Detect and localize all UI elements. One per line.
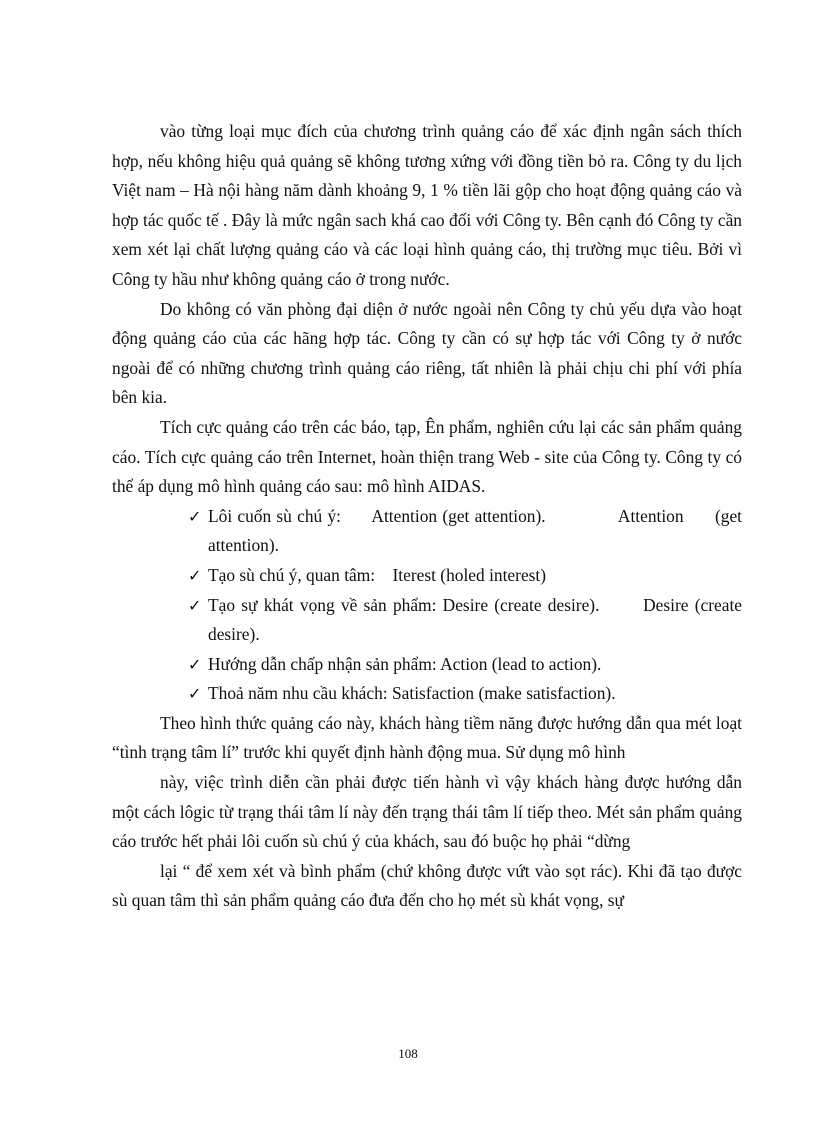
list-item: [188, 650, 742, 680]
checkmark-icon: ✓: [188, 506, 202, 526]
checkmark-icon: ✓: [188, 684, 202, 704]
list-item-text: Tạo sự khát vọng về sản phẩm: Desire (create desire). Desire (create desire).: [208, 594, 747, 645]
page-number: 108: [398, 1046, 418, 1061]
list-item-text: Lôi cuốn sù chú ý: Attention (get attention). Attention (get attention).: [208, 505, 747, 556]
list-item-text: Hướng dẫn chấp nhận sản phẩm: Action (lead to action).: [208, 653, 602, 674]
body-text: [112, 117, 747, 916]
list-item: [188, 591, 747, 650]
aidas-checklist: [112, 502, 747, 709]
paragraph-aidas-explain: Theo hình thức quảng cáo này, khách hàng tiềm năng được hướng dẫn qua mét loạt “tình trạng tâm lí” trước khi quyết định hành động mua. Sử dụng mô hình: [112, 712, 742, 763]
list-item: [188, 561, 742, 591]
checkmark-icon: ✓: [188, 565, 202, 585]
list-item-text: Tạo sù chú ý, quan tâm: Iterest (holed interest): [208, 564, 547, 585]
list-item: [188, 679, 742, 709]
paragraph-aidas-end: lại “ để xem xét và bình phẩm (chứ không được vứt vào sọt rác). Khi đã tạo được sù quan tâm thì sản phẩm quảng cáo đưa đến cho họ mét sù khát vọng, sự: [112, 860, 742, 911]
paragraph-partners: Do không có văn phòng đại diện ở nước ngoài nên Công ty chủ yếu dựa vào hoạt động quảng cáo của các hãng hợp tác. Công ty cần có sự hợp tác với Công ty ở nước ngoài để có những chương trình quảng cáo riêng, tất nhiên là phải chịu chi phí với phía bên kia.: [112, 298, 742, 408]
paragraph-aidas-continue: này, việc trình diễn cần phải được tiến hành vì vậy khách hàng được hướng dẫn một cách lôgic từ trạng thái tâm lí này đến trạng thái tâm lí tiếp theo. Mét sản phẩm quảng cáo trước hết phải lôi cuốn sù chú ý của khách, sau đó buộc họ phải “dừng: [112, 772, 742, 852]
paragraph-budget: vào từng loại mục đích của chương trình quảng cáo để xác định ngân sách thích hợp, nếu không hiệu quả quảng sẽ không tương xứng với đồng tiền bỏ ra. Công ty du lịch Việt nam – Hà nội hàng năm dành khoảng 9, 1 % tiền lãi gộp cho hoạt động quảng cáo và hợp tác quốc tế . Đây là mức ngân sach khá cao đối với Công ty. Bên cạnh đó Công ty cần xem xét lại chất lượng quảng cáo và các loại hình quảng cáo, thị trường mục tiêu. Bởi vì Công ty hầu như không quảng cáo ở trong nước.: [112, 121, 742, 289]
list-item: [188, 502, 747, 561]
checkmark-icon: ✓: [188, 595, 202, 615]
checkmark-icon: ✓: [188, 654, 202, 674]
list-item-text: Thoả năm nhu cầu khách: Satisfaction (make satisfaction).: [208, 683, 616, 704]
paragraph-aidas-intro: Tích cực quảng cáo trên các báo, tạp, Ên phẩm, nghiên cứu lại các sản phẩm quảng cáo. Tích cực quảng cáo trên Internet, hoàn thiện trang Web - site của Công ty. Công ty có thể áp dụng mô hình quảng cáo sau: mô hình AIDAS.: [112, 416, 742, 497]
